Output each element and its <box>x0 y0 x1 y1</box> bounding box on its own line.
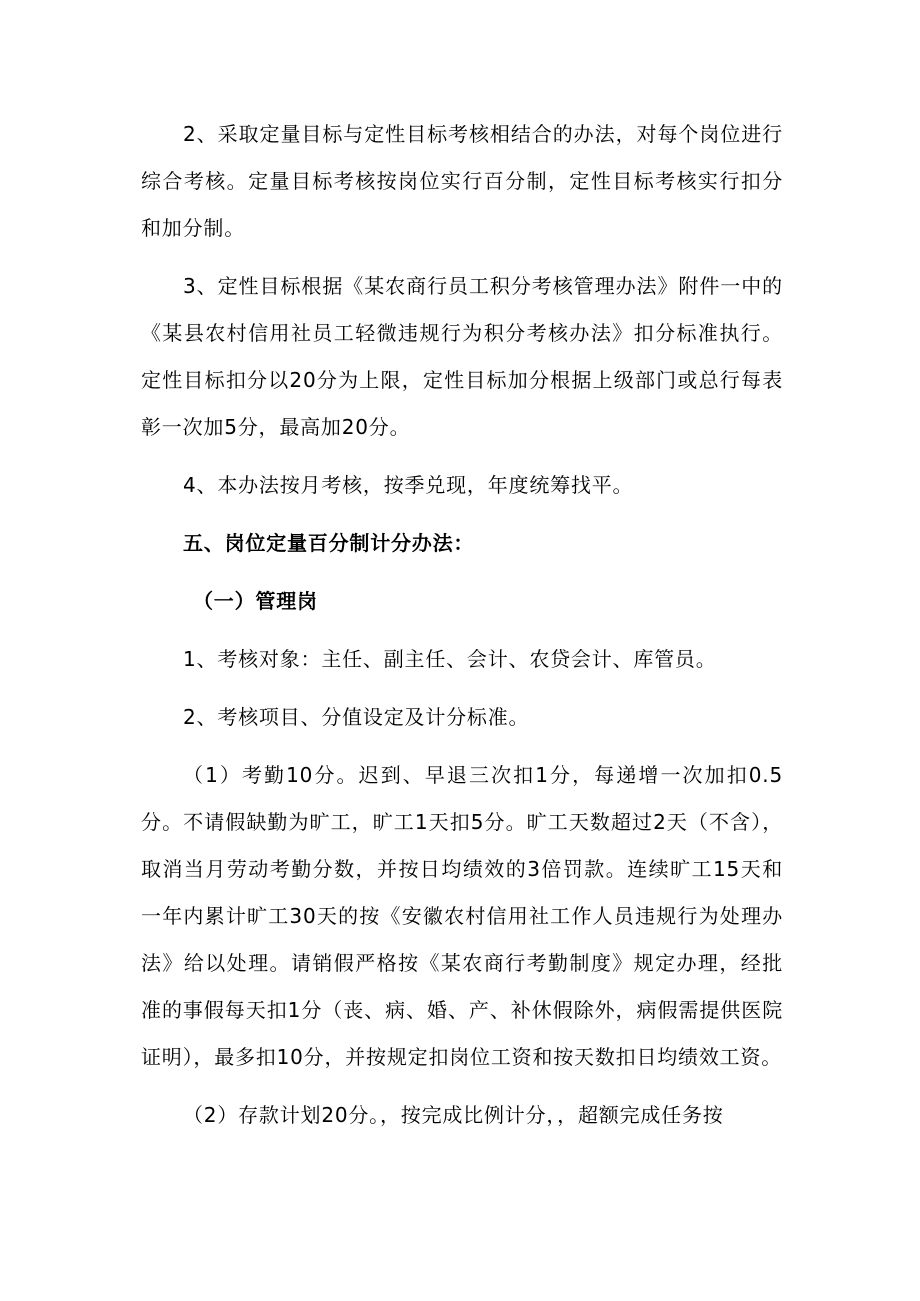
paragraph-assessment-method: 2、采取定量目标与定性目标考核相结合的办法，对每个岗位进行综合考核。定量目标考核按岗位实行百分制，定性目标考核实行扣分和加分制。 <box>141 122 783 240</box>
paragraph-monthly-assessment: 4、本办法按月考核，按季兑现，年度统筹找平。 <box>183 473 634 497</box>
paragraph-assessment-targets: 1、考核对象：主任、副主任、会计、农贷会计、库管员。 <box>183 647 717 671</box>
paragraph-deposit-plan: （2）存款计划20分。，按完成比例计分，，超额完成任务按 <box>183 1103 724 1127</box>
section-heading-five: 五、岗位定量百分制计分办法： <box>183 531 475 555</box>
subsection-heading-management: （一）管理岗 <box>193 589 318 613</box>
paragraph-qualitative-target: 3、定性目标根据《某农商行员工积分考核管理办法》附件一中的《某县农村信用社员工轻微违规行为积分考核办法》扣分标准执行。定性目标扣分以20分为上限，定性目标加分根据上级部门或总行每表彰一次加5分，最高加20分。 <box>141 274 783 439</box>
paragraph-attendance: （1）考勤10分。迟到、早退三次扣1分，每递增一次加扣0.5分。不请假缺勤为旷工，旷工1天扣5分。旷工天数超过2天（不含），取消当月劳动考勤分数，并按日均绩效的3倍罚款。连续旷工15天和一年内累计旷工30天的按《安徽农村信用社工作人员违规行为处理办法》给以处理。请销假严格按《某农商行考勤制度》规定办理，经批准的事假每天扣1分（丧、病、婚、产、补休假除外，病假需提供医院证明），最多扣10分，并按规定扣岗位工资和按天数扣日均绩效工资。 <box>141 763 783 1069</box>
document-body <box>141 111 783 1150</box>
paragraph-assessment-items: 2、考核项目、分值设定及计分标准。 <box>183 705 530 729</box>
